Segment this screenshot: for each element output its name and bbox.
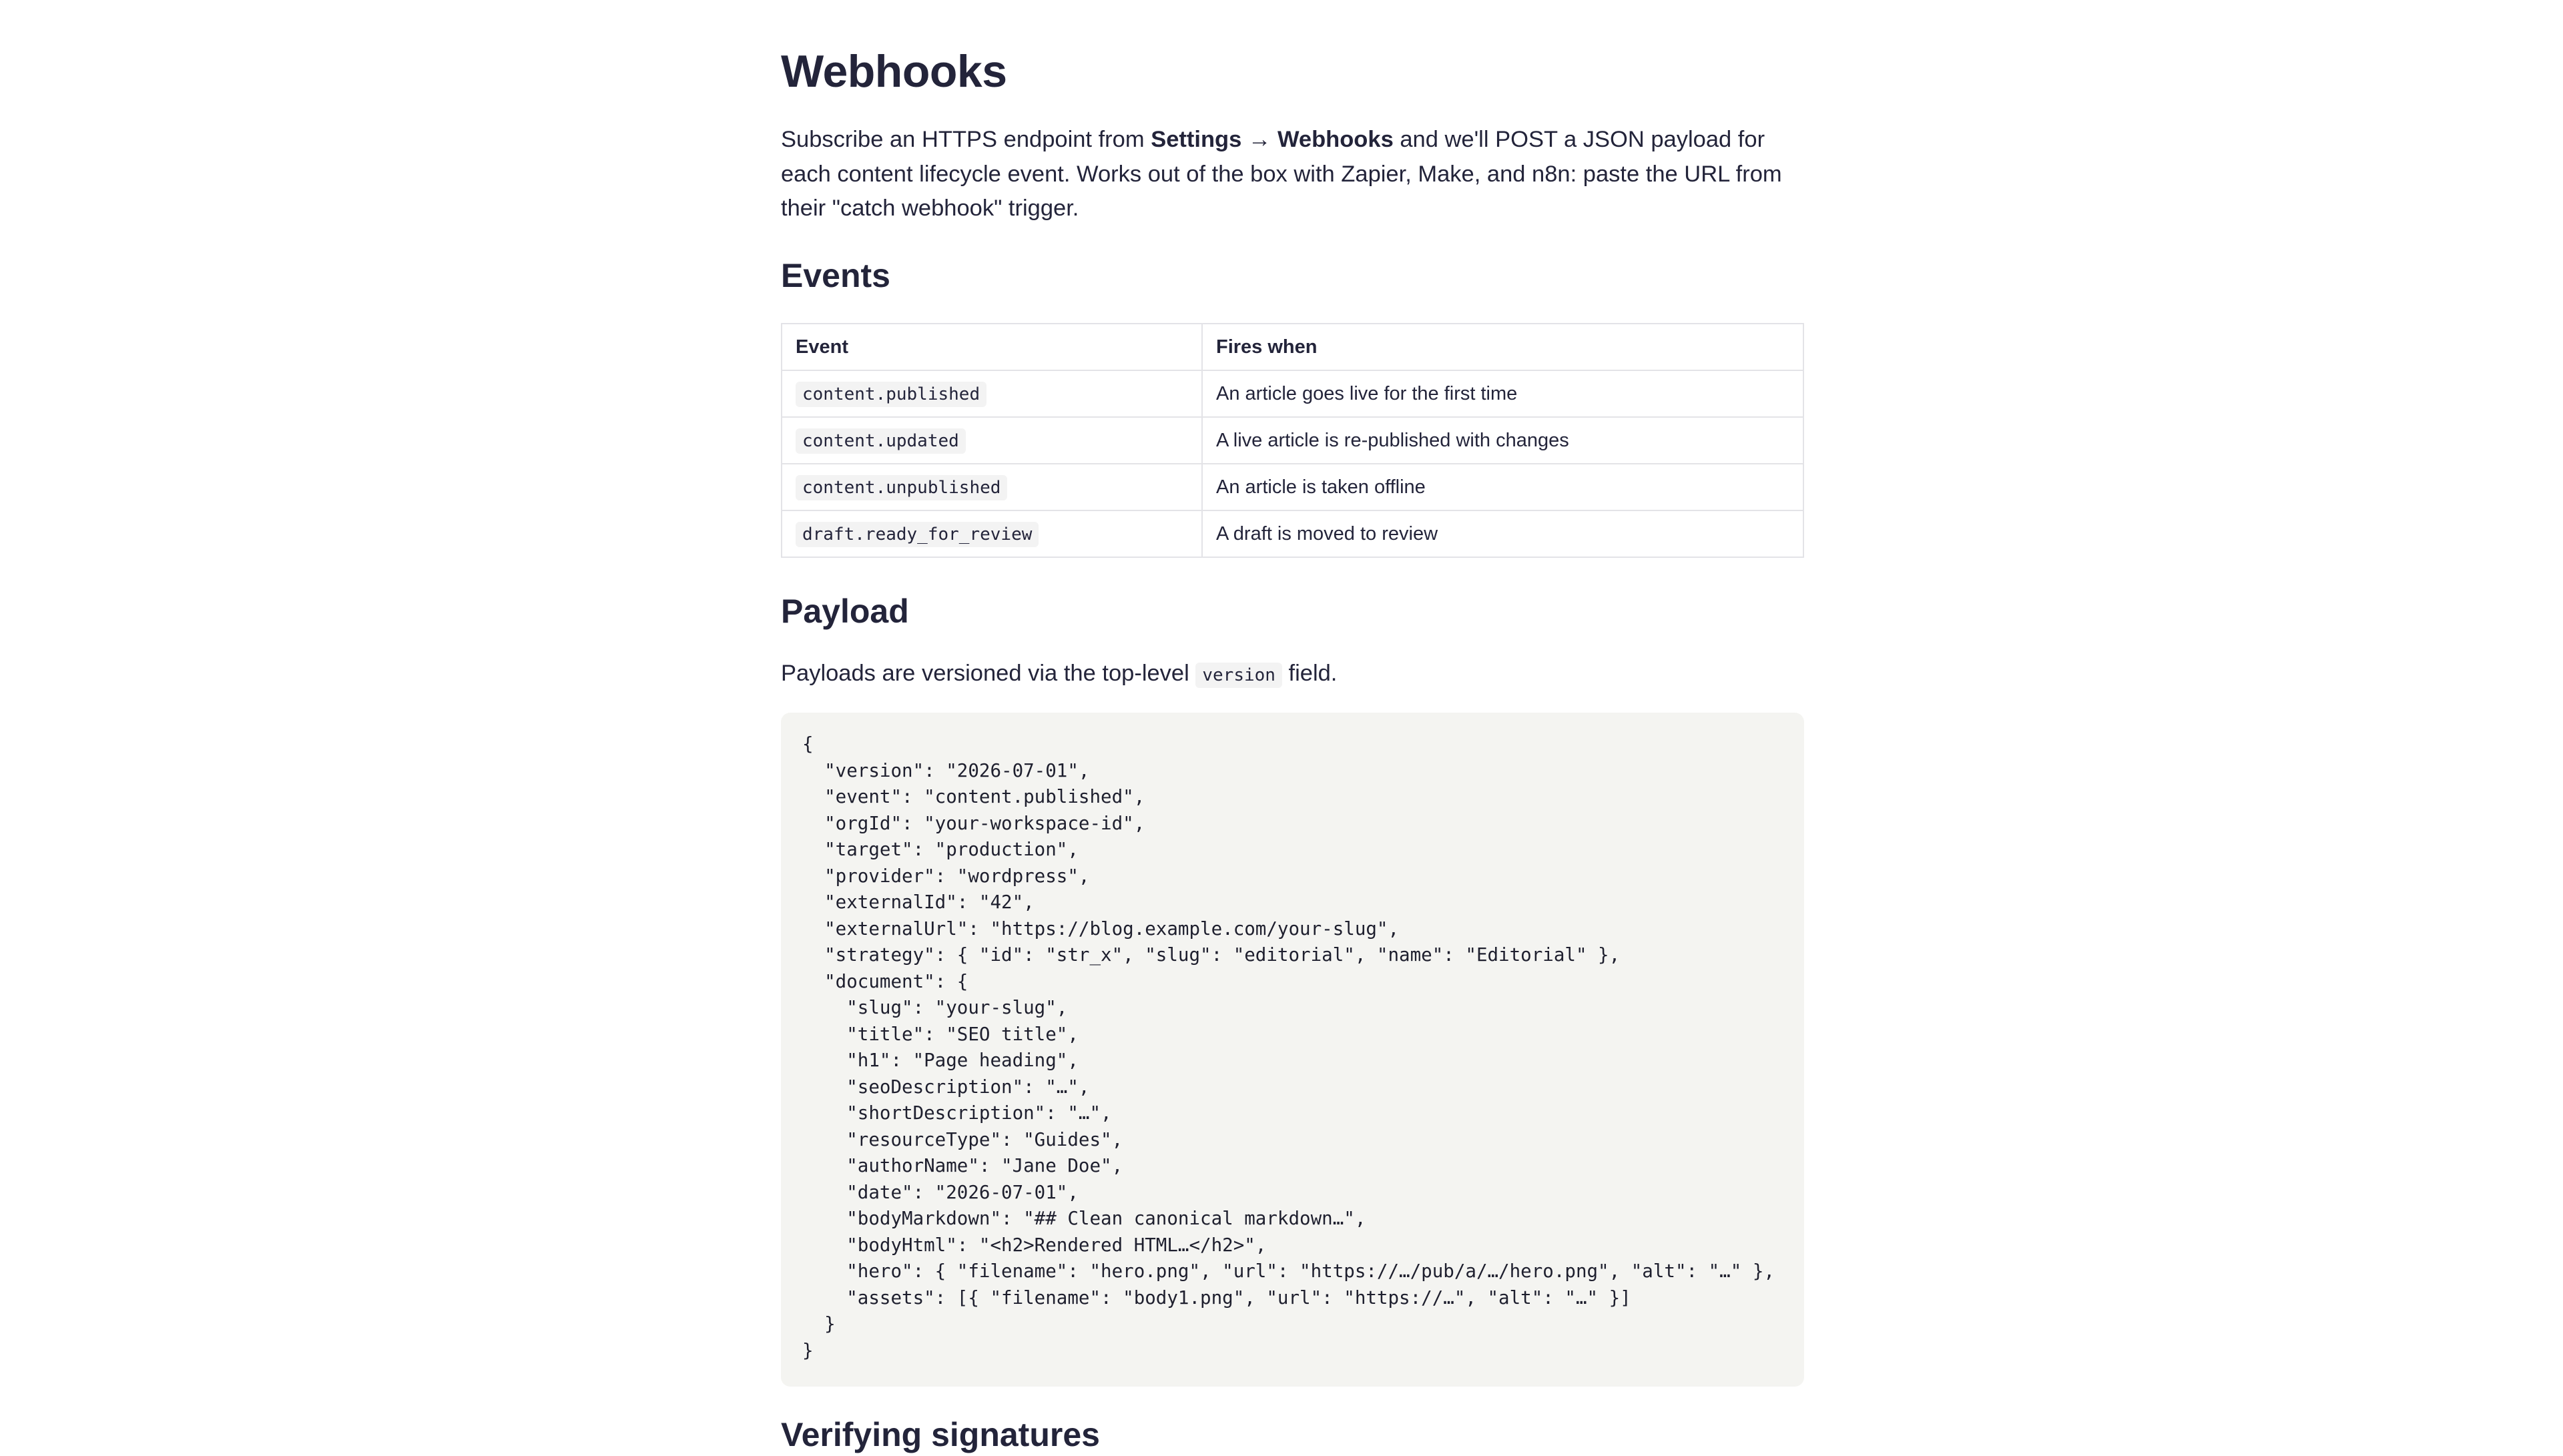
table-row	[782, 464, 1803, 510]
event-code: draft.ready_for_review	[796, 522, 1039, 547]
events-heading: Events	[781, 257, 890, 294]
fires-when-cell: An article goes live for the first time	[1202, 370, 1803, 417]
table-row	[782, 370, 1803, 417]
payload-note-before: Payloads are versioned via the top-level	[781, 661, 1196, 686]
event-name-cell	[782, 370, 1202, 417]
payload-note	[781, 657, 1337, 693]
event-code: content.updated	[796, 428, 966, 454]
event-code: content.published	[796, 382, 986, 407]
payload-note-after: field.	[1282, 661, 1338, 686]
fires-when-cell: An article is taken offline	[1202, 464, 1803, 510]
intro-settings-path: Settings → Webhooks	[1151, 127, 1394, 152]
column-header-fires-when: Fires when	[1202, 324, 1803, 370]
events-table	[781, 323, 1804, 558]
page-title: Webhooks	[781, 46, 1007, 97]
version-field-code: version	[1195, 663, 1282, 688]
event-name-cell	[782, 464, 1202, 510]
intro-text-after: and we'll POST a JSON payload for each content lifecycle event. Works out of the box with Zapier, Make, and n8n: paste the URL from their "catch webhook" trigger.	[781, 127, 1782, 221]
payload-heading: Payload	[781, 593, 909, 630]
table-row	[782, 417, 1803, 464]
payload-code-block[interactable]: { "version": "2026-07-01", "event": "content.published", "orgId": "your-workspace-id", "target": "production", "provider": "wordpress", "externalId": "42", "externalUrl": "https://blog.example.com/your-slug", "strategy": { "id": "str_x", "slug": "editorial", "name": "Editorial" }, "document": { "slug": "your-slug", "title": "SEO title", "h1": "Page heading", "seoDescription": "…", "shortDescription": "…", "resourceType": "Guides", "authorName": "Jane Doe", "date": "2026-07-01", "bodyMarkdown": "## Clean canonical markdown…", "bodyHtml": "<h2>Rendered HTML…</h2>", "hero": { "filename": "hero.png", "url": "https://…/pub/a/…/hero.png", "alt": "…" }, "assets": [{ "filename": "body1.png", "url": "https://…", "alt": "…" }] } }	[781, 713, 1804, 1387]
verifying-signatures-heading: Verifying signatures	[781, 1416, 1100, 1453]
table-row	[782, 510, 1803, 557]
event-code: content.unpublished	[796, 475, 1007, 500]
intro-text-before: Subscribe an HTTPS endpoint from	[781, 127, 1151, 152]
intro-paragraph	[781, 123, 1804, 226]
event-name-cell	[782, 510, 1202, 557]
fires-when-cell: A draft is moved to review	[1202, 510, 1803, 557]
column-header-event: Event	[782, 324, 1202, 370]
table-header-row	[782, 324, 1803, 370]
event-name-cell	[782, 417, 1202, 464]
fires-when-cell: A live article is re-published with changes	[1202, 417, 1803, 464]
